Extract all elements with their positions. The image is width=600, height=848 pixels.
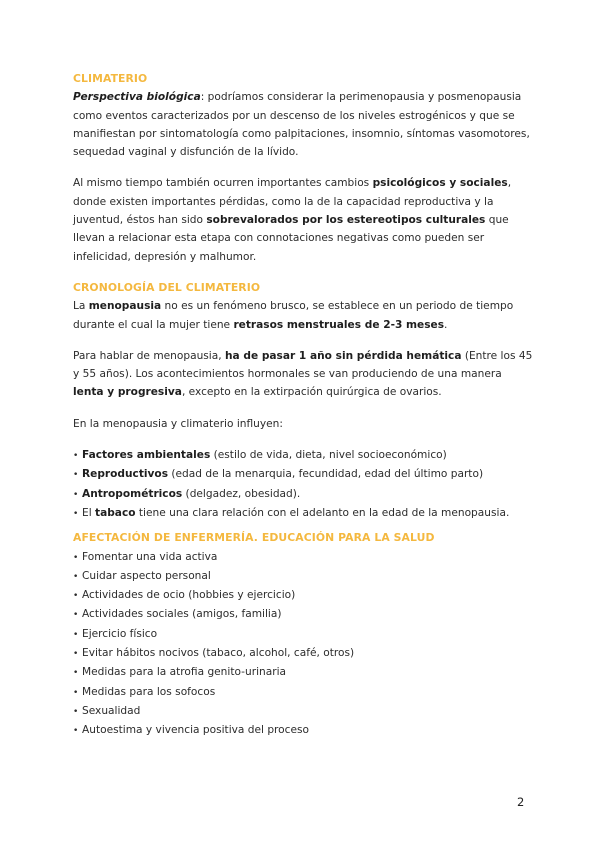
list-item: • Ejercicio físico (73, 625, 533, 644)
list-item: • Sexualidad (73, 702, 533, 721)
list-item: • Actividades de ocio (hobbies y ejercicio) (73, 586, 533, 605)
bullet-icon: • (73, 706, 79, 717)
bullet-icon: • (73, 571, 79, 582)
section-heading-climaterio: CLIMATERIO (73, 72, 148, 85)
list-item: • Antropométricos (delgadez, obesidad). (73, 485, 533, 504)
list-item: • Actividades sociales (amigos, familia) (73, 605, 533, 624)
bullet-icon: • (73, 687, 79, 698)
list-item: • Medidas para la atrofia genito-urinaria (73, 663, 533, 682)
bullet-icon: • (73, 726, 79, 737)
paragraph-perspectiva-biologica: Perspectiva biológica: podríamos considerar la perimenopausia y posmenopausia como eventos caracterizados por un descenso de los niveles estrogénicos y que se manifiestan por sintomatología como palpitaciones, insomnio, síntomas vasomotores, sequedad vaginal y disfunción de la lívido. (73, 91, 530, 159)
list-item: • Medidas para los sofocos (73, 683, 533, 702)
bullet-icon: • (73, 470, 79, 481)
list-item: • Evitar hábitos nocivos (tabaco, alcohol, café, otros) (73, 644, 533, 663)
bullet-icon: • (73, 591, 79, 602)
list-item: • Factores ambientales (estilo de vida, dieta, nivel socioeconómico) (73, 446, 533, 465)
section-heading-enfermeria: AFECTACIÓN DE ENFERMERÍA. EDUCACIÓN PARA LA SALUD (73, 531, 435, 545)
bullet-icon: • (73, 649, 79, 660)
health-education-list (73, 548, 533, 741)
page-number: 2 (517, 795, 525, 809)
bullet-icon: • (73, 610, 79, 621)
paragraph-perdida-hematica: Para hablar de menopausia, ha de pasar 1 año sin pérdida hemática (Entre los 45 y 55 años). Los acontecimientos hormonales se van produciendo de una manera lenta y progresiva, excepto en la extirpación quirúrgica de ovarios. (73, 349, 533, 399)
bullet-icon: • (73, 489, 79, 500)
list-item: • El tabaco tiene una clara relación con el adelanto en la edad de la menopausia. (73, 504, 533, 523)
document-page (73, 70, 533, 741)
paragraph-cambios-psicologicos: Al mismo tiempo también ocurren importantes cambios psicológicos y sociales, donde existen importantes pérdidas, como la de la capacidad reproductiva y la juventud, éstos han sido sobrevalorados por los estereotipos culturales que llevan a relacionar esta etapa con connotaciones negativas como pueden ser infelicidad, depresión y malhumor. (73, 177, 512, 263)
paragraph-menopausia: La menopausia no es un fenómeno brusco, se establece en un periodo de tiempo durante el cual la mujer tiene retrasos menstruales de 2-3 meses. (73, 300, 514, 331)
bullet-icon: • (73, 552, 79, 563)
bullet-icon: • (73, 508, 79, 519)
bullet-icon: • (73, 629, 79, 640)
list-item: • Fomentar una vida activa (73, 548, 533, 567)
perspectiva-label: Perspectiva biológica (73, 91, 201, 104)
list-item: • Autoestima y vivencia positiva del proceso (73, 721, 533, 740)
bullet-icon: • (73, 668, 79, 679)
section-heading-cronologia: CRONOLOGÍA DEL CLIMATERIO (73, 280, 261, 294)
list-item: • Reproductivos (edad de la menarquia, fecundidad, edad del último parto) (73, 465, 533, 484)
paragraph-influyen: En la menopausia y climaterio influyen: (73, 417, 283, 430)
bullet-icon: • (73, 451, 79, 462)
factors-list (73, 446, 533, 523)
list-item: • Cuidar aspecto personal (73, 567, 533, 586)
